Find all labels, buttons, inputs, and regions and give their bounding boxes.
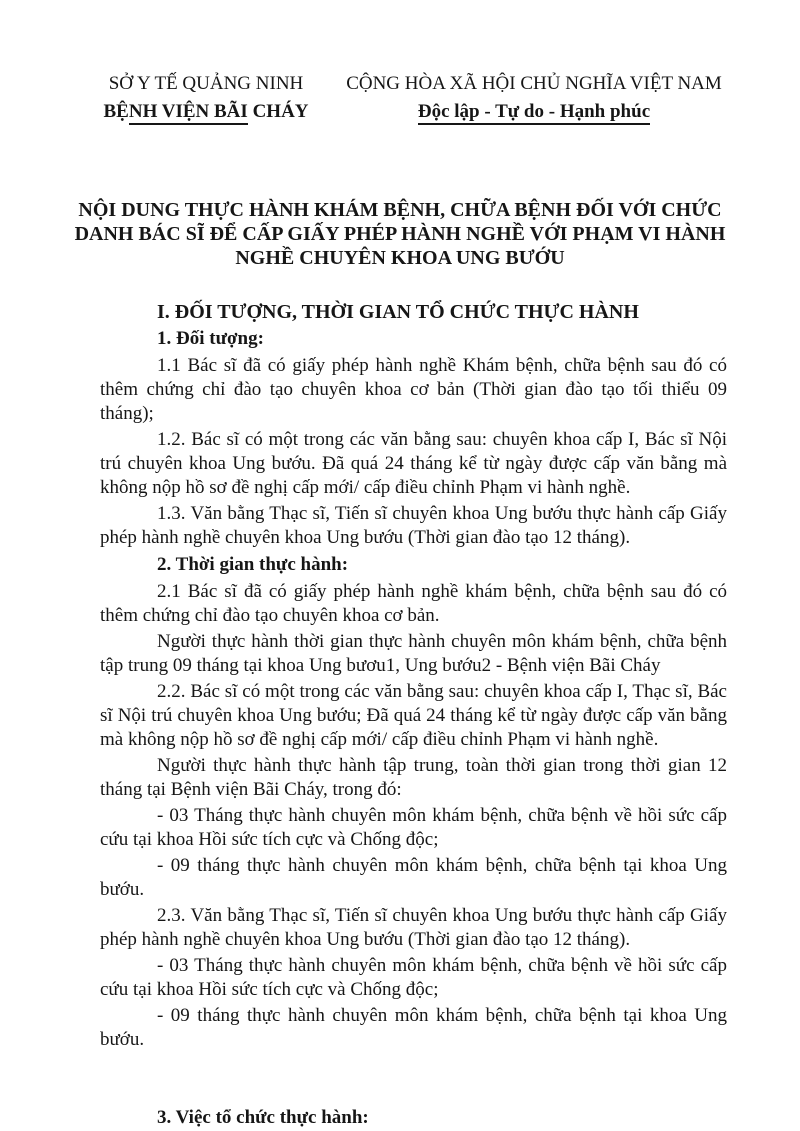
paragraph-2-1-note: Người thực hành thời gian thực hành chuyên môn khám bệnh, chữa bệnh tập trung 09 tháng tại khoa Ung bươu1, Ung bướu2 - Bệnh viện Bãi Cháy xyxy=(100,631,727,676)
subsection-1-heading: 1. Đối tượng: xyxy=(157,328,264,349)
document-body xyxy=(0,300,800,1130)
bullet-09-months-a: - 09 tháng thực hành chuyên môn khám bệnh, chữa bệnh tại khoa Ung bướu. xyxy=(100,855,727,900)
document-header xyxy=(0,0,800,126)
paragraph-2-2: 2.2. Bác sĩ có một trong các văn bằng sau: chuyên khoa cấp I, Thạc sĩ, Bác sĩ Nội trú chuyên khoa Ung bướu; Đã quá 24 tháng kể từ ngày được cấp văn bằng mà không nộp hồ sơ đề nghị cấp mới/ cấp điều chỉnh Phạm vi hành nghề. xyxy=(100,681,727,750)
bullet-03-months-b: - 03 Tháng thực hành chuyên môn khám bệnh, chữa bệnh về hồi sức cấp cứu tại khoa Hồi sức tích cực và Chống độc; xyxy=(100,955,727,1000)
document-title xyxy=(0,198,800,270)
subsection-2-heading: 2. Thời gian thực hành: xyxy=(157,554,349,575)
agency-name-underlined: NH VIỆN BÃI xyxy=(129,101,248,125)
national-motto xyxy=(334,98,734,126)
national-title: CỘNG HÒA XÃ HỘI CHỦ NGHĨA VIỆT NAM xyxy=(346,73,722,94)
national-motto-text: Độc lập - Tự do - Hạnh phúc xyxy=(418,101,650,125)
paragraph-2-3: 2.3. Văn bằng Thạc sĩ, Tiến sĩ chuyên khoa Ung bướu thực hành cấp Giấy phép hành nghề chuyên khoa Ung bướu (Thời gian đào tạo 12 tháng). xyxy=(100,905,727,950)
document-title-line-3: NGHỀ CHUYÊN KHOA UNG BƯỚU xyxy=(235,247,565,269)
paragraph-2-2-note: Người thực hành thực hành tập trung, toàn thời gian trong thời gian 12 tháng tại Bệnh viện Bãi Cháy, trong đó: xyxy=(100,755,727,800)
issuing-agency-block xyxy=(80,70,332,126)
paragraph-1-3: 1.3. Văn bằng Thạc sĩ, Tiến sĩ chuyên khoa Ung bướu thực hành cấp Giấy phép hành nghề chuyên khoa Ung bướu (Thời gian đào tạo 12 tháng). xyxy=(100,503,727,548)
paragraph-1-2: 1.2. Bác sĩ có một trong các văn bằng sau: chuyên khoa cấp I, Bác sĩ Nội trú chuyên khoa Ung bướu. Đã quá 24 tháng kể từ ngày được cấp văn bằng mà không nộp hồ sơ đề nghị cấp mới/ cấp điều chỉnh Phạm vi hành nghề. xyxy=(100,429,727,498)
bullet-03-months-a: - 03 Tháng thực hành chuyên môn khám bệnh, chữa bệnh về hồi sức cấp cứu tại khoa Hồi sức tích cực và Chống độc; xyxy=(100,805,727,850)
national-motto-block xyxy=(334,70,734,126)
paragraph-2-1: 2.1 Bác sĩ đã có giấy phép hành nghề khám bệnh, chữa bệnh sau đó có thêm chứng chỉ đào tạo chuyên khoa cơ bản. xyxy=(100,581,727,626)
agency-name-pre: BỆ xyxy=(103,101,129,122)
agency-parent-name: SỞ Y TẾ QUẢNG NINH xyxy=(108,73,304,94)
paragraph-1-1: 1.1 Bác sĩ đã có giấy phép hành nghề Khám bệnh, chữa bệnh sau đó có thêm chứng chỉ đào tạo chuyên khoa cơ bản (Thời gian đào tạo tối thiểu 09 tháng); xyxy=(100,355,727,424)
agency-name-post: CHÁY xyxy=(247,101,309,122)
agency-name xyxy=(80,98,332,126)
document-title-line-2: DANH BÁC SĨ ĐỂ CẤP GIẤY PHÉP HÀNH NGHỀ VỚI PHẠM VI HÀNH xyxy=(74,223,726,245)
document-title-line-1: NỘI DUNG THỰC HÀNH KHÁM BỆNH, CHỮA BỆNH ĐỐI VỚI CHỨC xyxy=(78,199,722,221)
bullet-09-months-b: - 09 tháng thực hành chuyên môn khám bệnh, chữa bệnh tại khoa Ung bướu. xyxy=(100,1005,727,1050)
section-1-heading: I. ĐỐI TƯỢNG, THỜI GIAN TỔ CHỨC THỰC HÀNH xyxy=(157,301,639,323)
subsection-3-heading: 3. Việc tổ chức thực hành: xyxy=(157,1107,369,1128)
